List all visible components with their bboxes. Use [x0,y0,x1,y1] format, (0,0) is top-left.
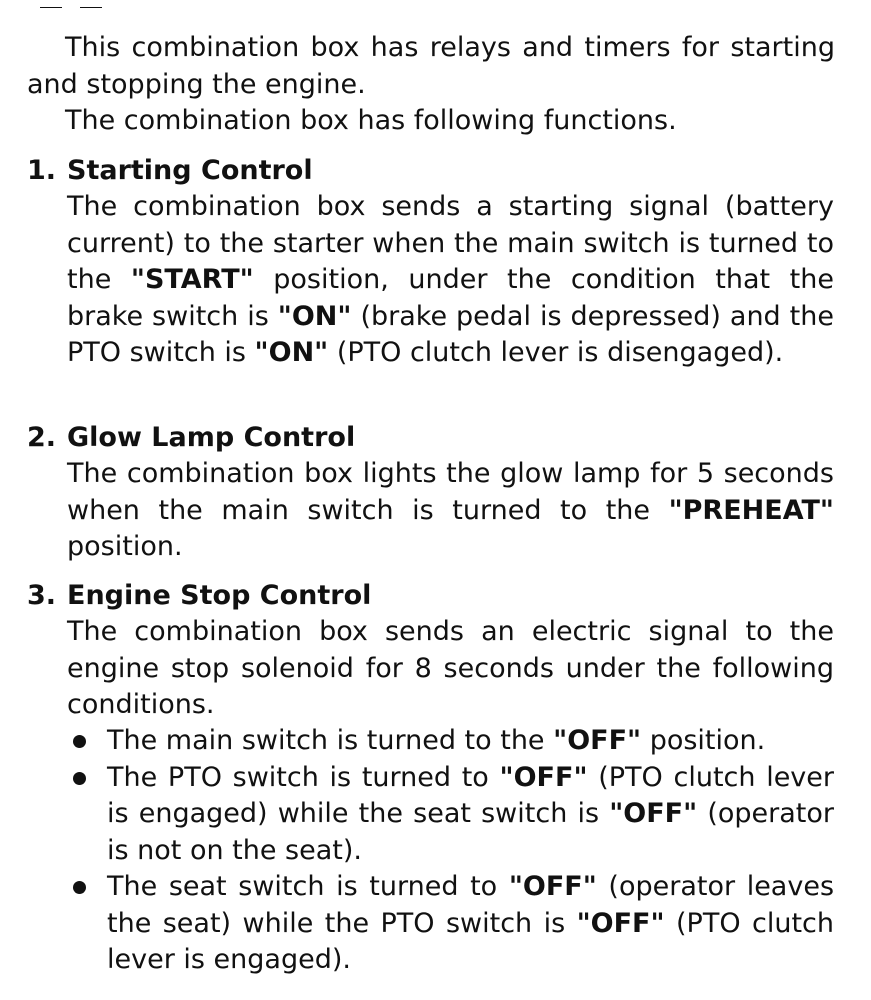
section-3-title: 3. Engine Stop Control [27,580,372,611]
list-item: The main switch is turned to the "OFF" position. [67,723,834,760]
section-1-title: 1. Starting Control [27,155,313,186]
bullet-icon [73,772,86,785]
cropped-heading-fragment [40,0,130,8]
section-2-title: 2. Glow Lamp Control [27,422,356,453]
bullet-icon [73,881,86,894]
section-1-body: The combination box sends a starting signal (battery current) to the starter when the main switch is turned to the "START" position, under the condition that the brake switch is "ON" (brake pedal is depressed) and the PTO switch is "ON" (PTO clutch lever is disengaged). [67,191,834,368]
bullet-icon [73,735,86,748]
list-item: The seat switch is turned to "OFF" (operator leaves the seat) while the PTO switch is "OFF" (PTO clutch lever is engaged). [67,869,834,979]
stop-conditions-list [67,723,834,979]
section-3-body: The combination box sends an electric signal to the engine stop solenoid for 8 seconds under the following conditions. [67,616,834,720]
intro-functions-line: The combination box has following functions. [65,105,677,136]
intro-paragraph: This combination box has relays and timers for starting and stopping the engine. [27,32,835,100]
list-item: The PTO switch is turned to "OFF" (PTO clutch lever is engaged) while the seat switch is "OFF" (operator is not on the seat). [67,760,834,870]
section-2-body: The combination box lights the glow lamp for 5 seconds when the main switch is turned to the "PREHEAT" position. [67,458,834,562]
